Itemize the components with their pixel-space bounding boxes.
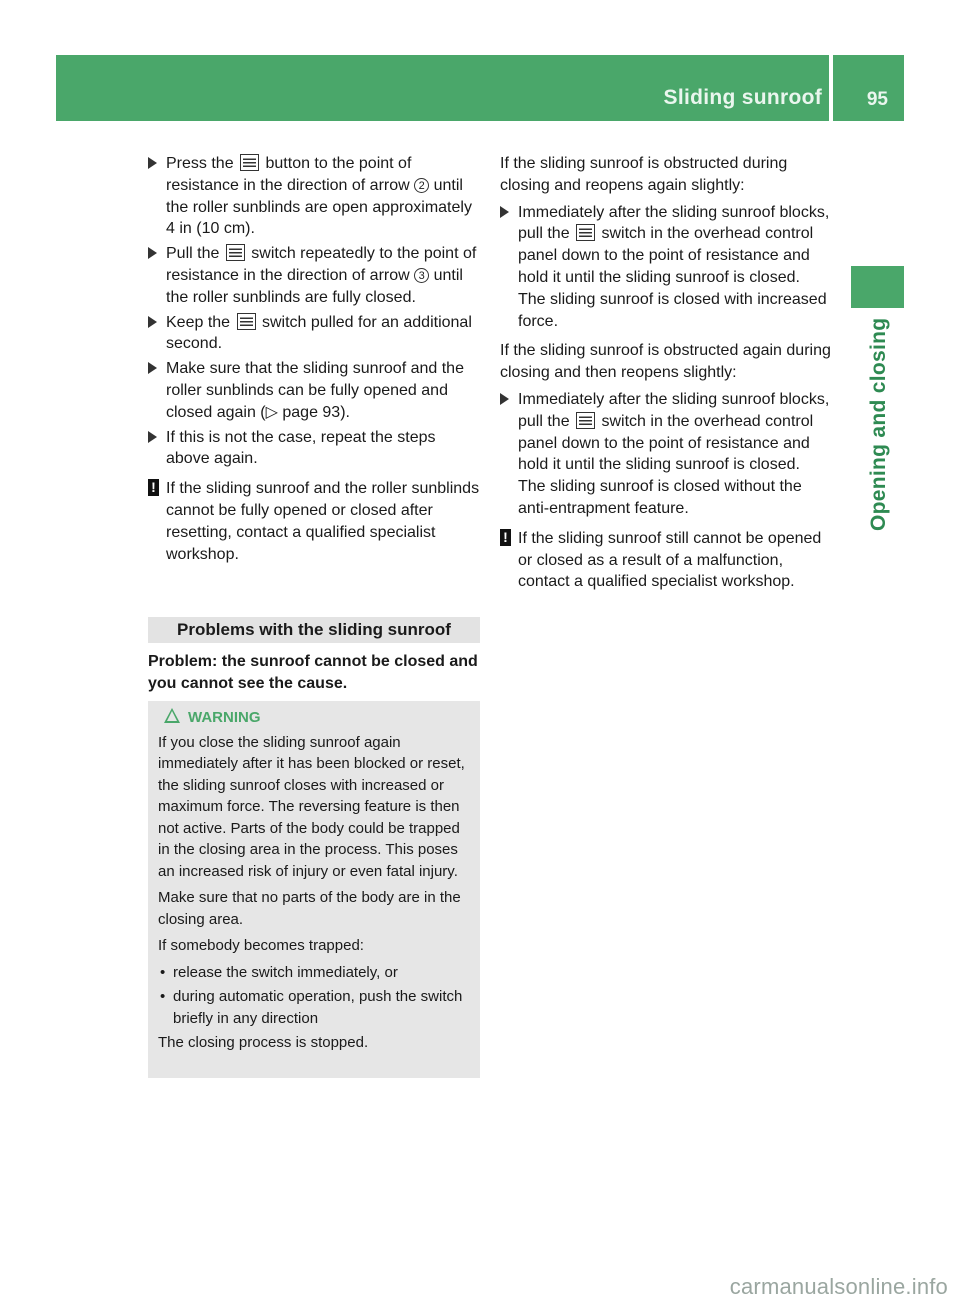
caution-note: ! If the sliding sunroof still cannot be opened or closed as a result of a malfunction, contact a qualified specialist workshop.	[500, 528, 836, 593]
step-arrow-icon	[148, 431, 157, 443]
watermark: carmanualsonline.info	[729, 1274, 948, 1300]
step-arrow-icon	[500, 393, 509, 405]
condition-paragraph: If the sliding sunroof is obstructed during closing and reopens again slightly:	[500, 155, 788, 194]
step-arrow-icon	[148, 247, 157, 259]
problem-statement: Problem: the sunroof cannot be closed and you cannot see the cause.	[148, 653, 478, 692]
sunblind-button-icon	[240, 154, 259, 171]
instruction-step: Make sure that the sliding sunroof and the roller sunblinds can be fully opened and closed again (▷ page 93).	[148, 358, 480, 423]
instruction-step: Keep the switch pulled for an additional second.	[148, 312, 480, 356]
caution-note: ! If the sliding sunroof and the roller sunblinds cannot be fully opened or closed after resetting, contact a qualified specialist workshop.	[148, 478, 480, 565]
page-number: 95	[866, 89, 888, 110]
sunblind-switch-icon	[576, 224, 595, 241]
header-bar	[56, 55, 904, 121]
arrow-number-icon: 2	[414, 178, 429, 193]
step-result: The sliding sunroof is closed with increased force.	[518, 290, 827, 330]
section-title: Sliding sunroof	[663, 86, 822, 109]
bullet-icon: •	[160, 988, 166, 1005]
arrow-number-icon: 3	[414, 268, 429, 283]
warning-box	[148, 701, 480, 1078]
sunblind-switch-icon	[237, 313, 256, 330]
chapter-label: Opening and closing	[867, 318, 890, 532]
instruction-step: Immediately after the sliding sunroof blocks, pull the switch in the overhead control panel down to the point of resistance and hold it until the sliding sunroof is closed. The sliding sunroof is closed with increased force.	[500, 202, 836, 333]
step-arrow-icon	[148, 362, 157, 374]
step-arrow-icon	[500, 206, 509, 218]
instruction-step: Press the button to the point of resistance in the direction of arrow 2 until the roller sunblinds are open approximately 4 in (10 cm).	[148, 153, 480, 240]
warning-bullet: • during automatic operation, push the switch briefly in any direction	[160, 988, 463, 1027]
condition-paragraph: If the sliding sunroof is obstructed again during closing and then reopens slightly:	[500, 342, 831, 382]
header-divider	[829, 55, 833, 121]
warning-paragraph: If you close the sliding sunroof again immediately after it has been blocked or reset, the sliding sunroof closes with increased or maximum force. The reversing feature is then not active. Parts of the body could be trapped in the closing area in the process. This poses an increased risk of injury or even fatal injury.	[158, 733, 465, 880]
sunblind-switch-icon	[226, 244, 245, 261]
warning-bullet: • release the switch immediately, or	[158, 962, 472, 984]
chapter-tab	[851, 266, 904, 308]
step-result: The sliding sunroof is closed without the anti-entrapment feature.	[518, 478, 802, 517]
warning-paragraph: Make sure that no parts of the body are in the closing area.	[158, 889, 461, 928]
warning-paragraph: If somebody becomes trapped:	[158, 937, 364, 954]
section-heading: Problems with the sliding sunroof	[148, 617, 480, 643]
step-arrow-icon	[148, 316, 157, 328]
warning-triangle-icon	[164, 708, 180, 723]
warning-closing: The closing process is stopped.	[158, 1034, 369, 1051]
left-column	[148, 153, 480, 565]
bullet-icon: •	[160, 963, 166, 981]
warning-heading: WARNING	[164, 707, 472, 729]
exclamation-icon: !	[148, 479, 159, 496]
instruction-step: Immediately after the sliding sunroof blocks, pull the switch in the overhead control panel down to the point of resistance and hold it until the sliding sunroof is closed. The sliding sunroof is closed without the anti-entrapment feature.	[500, 389, 836, 520]
instruction-step: Pull the switch repeatedly to the point of resistance in the direction of arrow 3 until the roller sunblinds are fully closed.	[148, 243, 480, 308]
instruction-step: If this is not the case, repeat the steps above again.	[148, 427, 480, 471]
exclamation-icon: !	[500, 529, 511, 546]
right-column	[500, 153, 836, 593]
sunblind-switch-icon	[576, 412, 595, 429]
step-arrow-icon	[148, 157, 157, 169]
